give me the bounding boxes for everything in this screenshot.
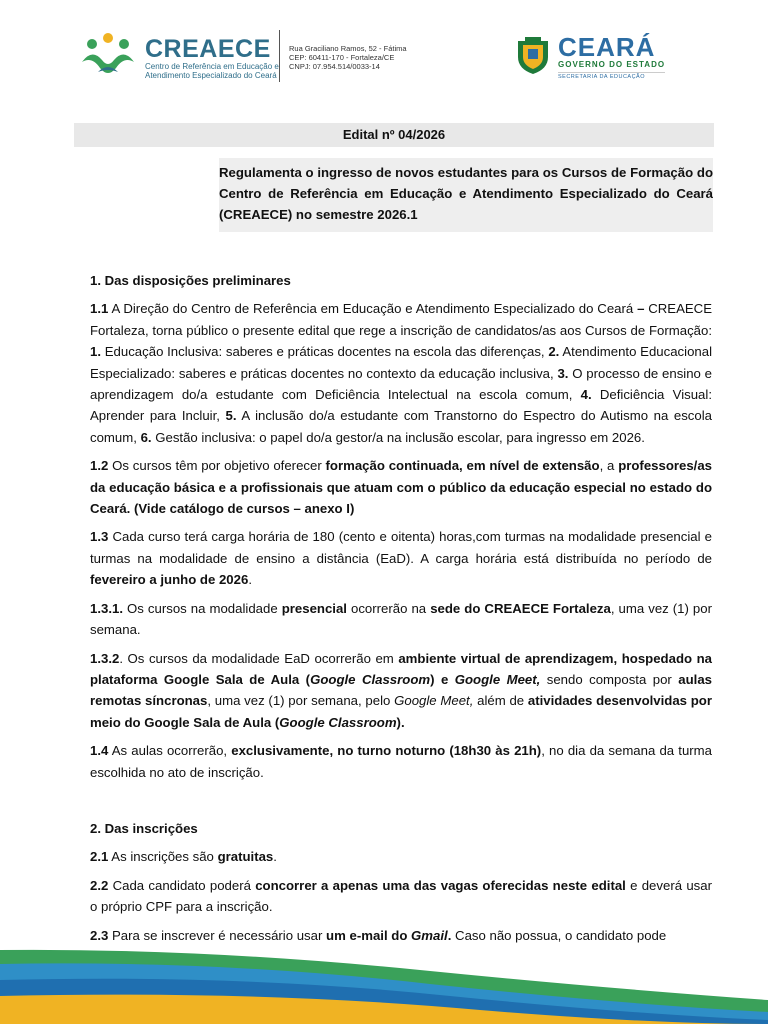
address-line: Rua Graciliano Ramos, 52 - Fátima	[289, 44, 407, 53]
header-divider	[279, 30, 280, 82]
paragraph-1-2: 1.2 Os cursos têm por objetivo oferecer formação continuada, em nível de extensão, a professores/as da educação básica e a profissionais que atuam com o público da educação especial no estado do Ceará. (Vide catálogo de cursos – anexo I)	[90, 458, 713, 517]
paragraph-1-3: 1.3 Cada curso terá carga horária de 180 (cento e oitenta) horas,com turmas na modalidade presencial e turmas na modalidade de ensino a distância (EaD). A carga horária está distribuída no período de fevereiro a junho de 2026.	[90, 529, 712, 588]
paragraph-1-3-2: 1.3.2. Os cursos da modalidade EaD ocorrerão em ambiente virtual de aprendizagem, hospedado na plataforma Google Sala de Aula (Google Classroom) e Google Meet, sendo composta por aulas remotas síncronas, uma vez (1) por semana, pelo Google Meet, além de atividades desenvolvidas por meio do Google Sala de Aula (Google Classroom).	[90, 650, 712, 730]
section-heading: 1. Das disposições preliminares	[90, 273, 291, 288]
document-header	[0, 0, 768, 110]
edital-title: Edital nº 04/2026	[74, 123, 714, 147]
paragraph-2-2: 2.2 Cada candidato poderá concorrer a apenas uma das vagas oferecidas neste edital e deverá usar o próprio CPF para a inscrição.	[90, 877, 712, 915]
ceara-brand	[558, 34, 665, 80]
address-line: CEP: 60411-170 - Fortaleza/CE	[289, 53, 395, 62]
ceara-coat-of-arms-icon	[515, 35, 551, 75]
section-heading: 2. Das inscrições	[90, 820, 198, 836]
document-body	[90, 270, 712, 953]
ceara-government: GOVERNO DO ESTADO	[558, 60, 666, 69]
paragraph-2-1: 2.1 As inscrições são gratuitas.	[90, 849, 277, 865]
brand-subtitle-line1: Centro de Referência em Educação e	[145, 62, 279, 71]
creaece-logo-icon	[78, 32, 138, 80]
paragraph-2-3: 2.3 Para se inscrever é necessário usar um e-mail do Gmail. Caso não possua, o candidato pode	[90, 927, 667, 943]
edital-summary: Regulamenta o ingresso de novos estudantes para os Cursos de Formação do Centro de Referência em Educação e Atendimento Especializado do Ceará (CREAECE) no semestre 2026.1	[219, 158, 713, 232]
brand-name: CREAECE	[145, 35, 271, 63]
address-line: CNPJ: 07.954.514/0033-14	[289, 62, 380, 71]
ceara-secretariat: SECRETARIA DA EDUCAÇÃO	[558, 72, 665, 80]
paragraph-1-1: 1.1 A Direção do Centro de Referência em Educação e Atendimento Especializado do Ceará – CREAECE Fortaleza, torna público o presente edital que rege a inscrição de candidatos/as aos Cursos de Formação: 1. Educação Inclusiva: saberes e práticas docentes na escola das diferenças, 2. Atendimento Educacional Especializado: saberes e práticas docentes no contexto da educação inclusiva, 3. O processo de ensino e aprendizagem do/a estudante com Deficiência Intelectual na escola comum, 4. Deficiência Visual: Aprender para Incluir, 5. A inclusão do/a estudante com Transtorno do Espectro do Autismo na escola comum, 6. Gestão inclusiva: o papel do/a gestor/a na inclusão escolar, para ingresso em 2026.	[90, 301, 713, 445]
address-block	[289, 44, 407, 71]
paragraph-1-3-1: 1.3.1. Os cursos na modalidade presencial ocorrerão na sede do CREAECE Fortaleza, uma vez (1) por semana.	[90, 600, 712, 638]
brand-subtitle-line2: Atendimento Especializado do Ceará	[145, 71, 277, 80]
paragraph-1-4: 1.4 As aulas ocorrerão, exclusivamente, no turno noturno (18h30 às 21h), no dia da semana da turma escolhida no ato de inscrição.	[90, 743, 712, 780]
footer-wave-decoration	[0, 930, 768, 1024]
ceara-name: CEARÁ	[558, 32, 656, 62]
creaece-brand	[145, 36, 285, 80]
